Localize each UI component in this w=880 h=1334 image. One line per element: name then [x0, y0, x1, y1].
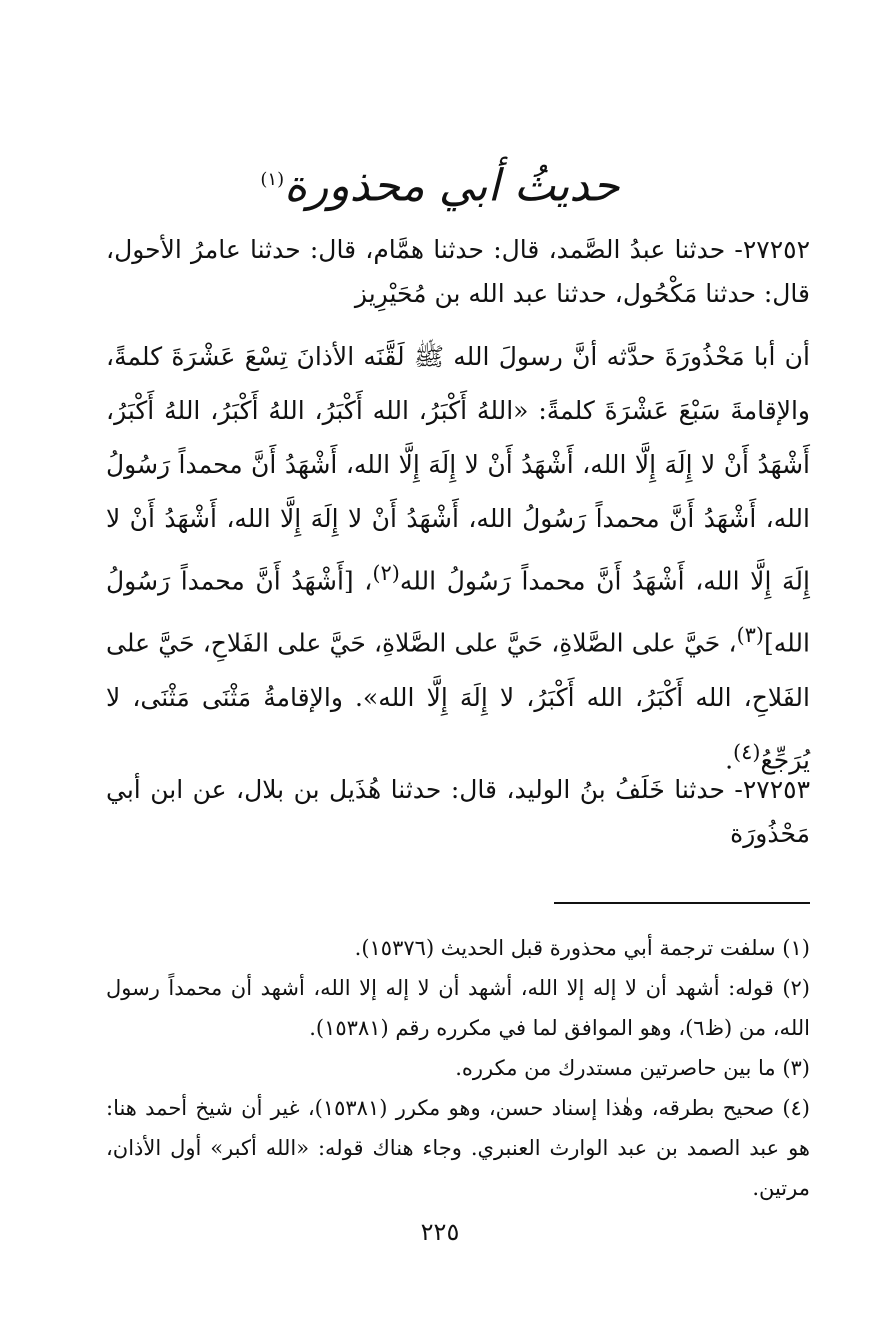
footnote-marker-4: (٤) — [733, 739, 761, 764]
matn-text-part1: أن أبا مَحْذُورَةَ حدَّثه أنَّ رسولَ الله ﷺ لَقَّنَه الأذانَ تِسْعَ عَشْرَةَ كلمةً، والإقامةَ سَبْعَ عَشْرَةَ كلمةً: «اللهُ أَكْبَرُ، الله أَكْبَرُ، اللهُ أَكْبَرُ، اللهُ أَكْبَرُ، أَشْهَدُ أَنْ لا إِلَهَ إِلَّا الله، أَشْهَدُ أَنْ لا إِلَهَ إِلَّا الله، أَشْهَدُ أَنَّ محمداً رَسُولُ الله، أَشْهَدُ أَنَّ محمداً رَسُولُ الله، أَشْهَدُ أَنْ لا إِلَهَ إِلَّا الله، أَشْهَدُ أَنْ لا إِلَهَ إِلَّا الله، أَشْهَدُ أَنَّ محمداً رَسُولُ الله — [106, 342, 810, 596]
footnote-marker-3: (٣) — [736, 623, 764, 648]
footnote-separator — [554, 902, 810, 904]
chapter-title-text: حديثُ أبي محذورة — [284, 160, 620, 212]
bracketed-addition: ، [أَشْهَدُ أَنَّ محمداً رَسُولُ الله] — [106, 566, 810, 658]
isnad-text: حدثنا خَلَفُ بنُ الوليد، قال: حدثنا هُذَيل بن بلال، عن ابن أبي مَحْذُورَة — [106, 775, 810, 848]
matn-end: . — [725, 744, 734, 774]
footnote-4: (٤) صحيح بطرقه، وهٰذا إسناد حسن، وهو مكرر (١٥٣٨١)، غير أن شيخ أحمد هنا: هو عبد الصمد بن عبد الوارث العنبري. وجاء هناك قوله: «الله أكبر» أول الأذان، مرتين. — [106, 1096, 810, 1200]
footnote-1: (١) سلفت ترجمة أبي محذورة قبل الحديث (١٥٣٧٦). — [354, 936, 810, 960]
chapter-title — [0, 150, 880, 217]
page-number: ٢٢٥ — [420, 1218, 460, 1246]
hadith-isnad-27252 — [106, 228, 810, 316]
matn-text-part2: ، حَيَّ على الصَّلاةِ، حَيَّ على الصَّلاةِ، حَيَّ على الفَلاحِ، حَيَّ على الفَلاحِ، الله أَكْبَرُ، الله أَكْبَرُ، لا إِلَهَ إِلَّا الله». والإقامةُ مَثْنَى مَثْنَى، لا يُرَجِّعُ — [106, 628, 810, 774]
footnote-3: (٣) ما بين حاصرتين مستدرك من مكرره. — [455, 1056, 810, 1080]
hadith-matn-27252 — [106, 330, 810, 787]
hadith-isnad-27253 — [106, 768, 810, 856]
title-footnote-marker: (١) — [260, 169, 285, 190]
footnote-marker-2: (٢) — [372, 561, 400, 585]
footnote-2: (٢) قوله: أشهد أن لا إله إلا الله، أشهد أن لا إله إلا الله، أشهد أن محمداً رسول الله، من (ظ٦)، وهو الموافق لما في مكرره رقم (١٥٣٨١). — [106, 976, 810, 1040]
isnad-text: حدثنا عبدُ الصَّمد، قال: حدثنا همَّام، قال: حدثنا عامرُ الأحول، قال: حدثنا مَكْحُول، حدثنا عبد الله بن مُحَيْرِيز — [106, 235, 810, 308]
hadith-number: ٢٧٢٥٣- — [734, 775, 810, 804]
hadith-number: ٢٧٢٥٢- — [734, 235, 811, 264]
